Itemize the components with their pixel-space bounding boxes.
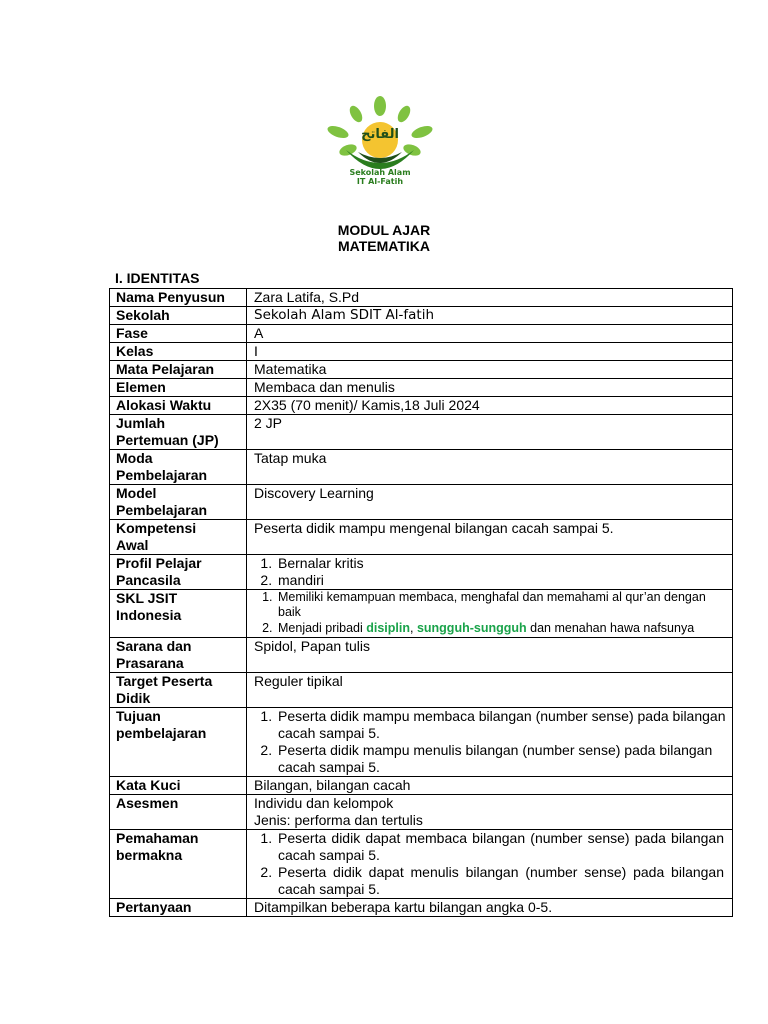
row-label-line2: Awal [116,537,149,553]
row-label [110,830,247,899]
row-label [110,555,247,590]
row-label: Elemen [110,379,247,397]
row-label [110,485,247,520]
table-row [110,361,733,379]
row-label-line1: Model [116,485,157,501]
row-label: Mata Pelajaran [110,361,247,379]
table-row [110,379,733,397]
skl-item2-sep: , [410,621,417,635]
list-item [276,621,732,636]
row-label [110,415,247,450]
skl-list [254,590,732,636]
row-label: Alokasi Waktu [110,397,247,415]
list-item: 1. Peserta didik dapat membaca bilangan (number sense) pada bilangan cacah sampai 5. [276,830,732,864]
row-value: Sekolah Alam SDIT Al-fatih [247,307,733,325]
table-row [110,307,733,325]
identity-table [109,288,733,917]
table-row [110,795,733,830]
table-row [110,325,733,343]
row-value: Ditampilkan beberapa kartu bilangan angka 0-5. [247,899,733,917]
row-label-line1: Profil Pelajar [116,555,202,571]
row-value: Matematika [247,361,733,379]
logo-arabic-text: الفاتح [361,127,399,142]
row-value: I [247,343,733,361]
row-value [247,590,733,638]
list-item: 2. Peserta didik dapat menulis bilangan (number sense) pada bilangan cacah sampai 5. [276,864,732,898]
logo-caption [318,168,442,186]
row-label: Kelas [110,343,247,361]
row-label-line1: SKL JSIT [116,590,178,606]
section-title: I. IDENTITAS [115,270,200,286]
row-value: A [247,325,733,343]
doc-title: MODUL AJAR [337,222,431,238]
table-row [110,450,733,485]
logo-caption-line1: Sekolah Alam [349,168,411,177]
row-value [247,830,733,899]
row-label-line2: Prasarana [116,655,184,671]
row-value: 2X35 (70 menit)/ Kamis,18 Juli 2024 [247,397,733,415]
highlight-disiplin: disiplin [366,621,410,635]
row-label [110,708,247,777]
row-label [110,590,247,638]
row-value [247,708,733,777]
asesmen-line2: Jenis: performa dan tertulis [254,812,423,828]
table-row [110,638,733,673]
list-item: 2. Peserta didik mampu menulis bilangan (number sense) pada bilangan cacah sampai 5. [276,742,732,776]
row-value: 2 JP [247,415,733,450]
row-label-line1: Sarana dan [116,638,192,654]
row-label-line1: Pemahaman [116,830,199,846]
row-label-line1: Jumlah [116,415,166,431]
list-item: 2. mandiri [276,572,732,589]
row-value [247,795,733,830]
row-label-line1: Tujuan [116,708,161,724]
row-label-line2: Pancasila [116,572,181,588]
row-label [110,450,247,485]
pemahaman-list [254,830,732,898]
row-label-line1: Target Peserta [116,673,213,689]
row-value: Zara Latifa, S.Pd [247,289,733,307]
row-label: Pertanyaan [110,899,247,917]
table-row [110,830,733,899]
list-item: 1. Bernalar kritis [276,555,732,572]
row-label-line2: Pembelajaran [116,502,208,518]
row-label [110,638,247,673]
logo-caption-line2: IT Al-Fatih [356,177,404,186]
row-label: Nama Penyusun [110,289,247,307]
list-item: 1. Memiliki kemampuan membaca, menghafal dan memahami al qur’an dengan baik [276,590,732,620]
table-row [110,485,733,520]
table-row [110,673,733,708]
table-row [110,520,733,555]
row-label-line2: Pertemuan (JP) [116,432,219,448]
highlight-sungguh: sungguh-sungguh [416,621,527,635]
row-value: Reguler tipikal [247,673,733,708]
skl-item2-prefix: Menjadi pribadi [278,621,367,635]
table-row [110,555,733,590]
doc-subtitle: MATEMATIKA [337,238,431,254]
row-label-line2: Indonesia [116,607,182,623]
profil-list [254,555,732,589]
row-label: Fase [110,325,247,343]
row-value: Peserta didik mampu mengenal bilangan cacah sampai 5. [247,520,733,555]
tujuan-list [254,708,732,776]
table-row [110,289,733,307]
skl-item2-suffix: dan menahan hawa nafsunya [526,621,695,635]
asesmen-line1: Individu dan kelompok [254,795,394,811]
row-label-line2: pembelajaran [116,725,207,741]
row-value: Membaca dan menulis [247,379,733,397]
table-row [110,899,733,917]
row-value: Spidol, Papan tulis [247,638,733,673]
table-row [110,590,733,638]
row-label-line1: Kompetensi [116,520,197,536]
row-value [247,555,733,590]
row-label-line2: Didik [116,690,151,706]
table-row [110,397,733,415]
row-label [110,520,247,555]
row-label-line1: Moda [116,450,153,466]
table-row [110,708,733,777]
row-value: Discovery Learning [247,485,733,520]
table-row [110,343,733,361]
row-value: Bilangan, bilangan cacah [247,777,733,795]
list-item: 1. Peserta didik mampu membaca bilangan (number sense) pada bilangan cacah sampai 5. [276,708,732,742]
table-row [110,415,733,450]
row-label: Asesmen [110,795,247,830]
row-label [110,673,247,708]
row-label: Kata Kuci [110,777,247,795]
row-label-line2: bermakna [116,847,183,863]
row-value: Tatap muka [247,450,733,485]
table-row [110,777,733,795]
row-label-line2: Pembelajaran [116,467,208,483]
row-label: Sekolah [110,307,247,325]
